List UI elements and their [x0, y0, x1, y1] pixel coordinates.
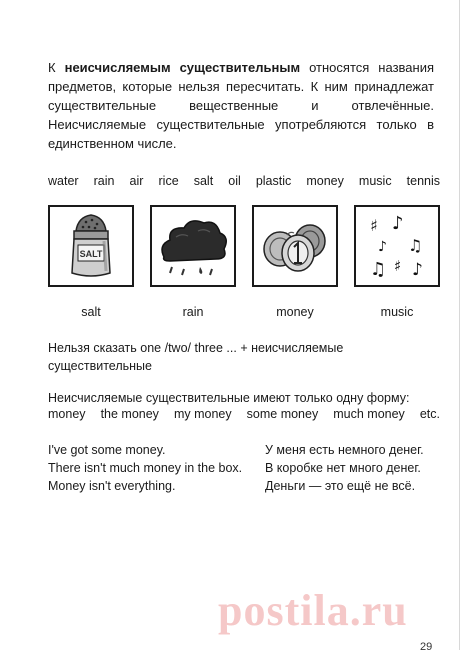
example-ru: У меня есть немного денег. [265, 443, 424, 457]
svg-text:♫: ♫ [370, 259, 387, 280]
picture-music [354, 205, 440, 287]
word-item: rice [158, 174, 179, 188]
word-item: plastic [255, 174, 292, 188]
form-item: the money [100, 407, 159, 421]
examples-english [48, 441, 242, 495]
svg-text:♪: ♪ [378, 239, 387, 255]
word-item: water [48, 174, 79, 188]
form-item: my money [173, 407, 232, 421]
form-item: etc. [419, 407, 440, 421]
word-item: oil [228, 174, 241, 188]
word-item: music [358, 174, 392, 188]
form-examples [48, 407, 440, 421]
caption-salt: salt [81, 305, 101, 319]
rule-counting: Нельзя сказать one /two/ three ... + неисчисляемые существительные [48, 341, 344, 373]
word-item: salt [193, 174, 214, 188]
salt-shaker-icon [50, 207, 132, 285]
example-en: Money isn't everything. [48, 479, 176, 493]
word-item: tennis [406, 174, 440, 188]
svg-text:♪: ♪ [412, 260, 423, 280]
intro-text-rest: относятся названия предметов, которые нельзя пересчитать. К ним принадлежат существительные вещественные и отвлечённые. Неисчисляемые существительные употребляются только в единственном числе. [48, 60, 434, 151]
example-ru: В коробке нет много денег. [265, 461, 421, 475]
form-item: much money [333, 407, 405, 421]
word-list [48, 174, 440, 188]
svg-text:♫: ♫ [408, 236, 423, 255]
example-en: I've got some money. [48, 443, 166, 457]
picture-rain [150, 205, 236, 287]
page-number: 29 [420, 641, 433, 653]
example-en: There isn't much money in the box. [48, 461, 243, 475]
caption-music: music [380, 305, 414, 319]
caption-money: money [276, 305, 314, 319]
intro-paragraph [48, 58, 434, 153]
svg-text:♪: ♪ [392, 213, 404, 234]
example-ru: Деньги — это ещё не всё. [265, 479, 416, 493]
watermark: postila.ru [218, 586, 408, 635]
rule-one-form: Неисчисляемые существительные имеют только одну форму: [48, 391, 410, 405]
examples-russian [265, 441, 424, 495]
picture-captions [48, 305, 440, 319]
word-item: air [129, 174, 144, 188]
svg-text:♯: ♯ [370, 216, 378, 235]
svg-text:♯: ♯ [394, 257, 402, 275]
picture-row [48, 205, 440, 287]
caption-rain: rain [182, 305, 204, 319]
intro-text-start: К [48, 60, 65, 75]
word-item: money [306, 174, 344, 188]
form-item: some money [246, 407, 319, 421]
music-notes-icon [356, 207, 438, 285]
picture-salt [48, 205, 134, 287]
salt-label-text: SALT [79, 249, 103, 259]
word-item: rain [93, 174, 115, 188]
picture-money [252, 205, 338, 287]
intro-bold-term: неисчисляемым существительным [64, 60, 301, 75]
coins-icon [254, 207, 336, 285]
rain-cloud-icon [152, 207, 234, 285]
form-item: money [48, 407, 86, 421]
